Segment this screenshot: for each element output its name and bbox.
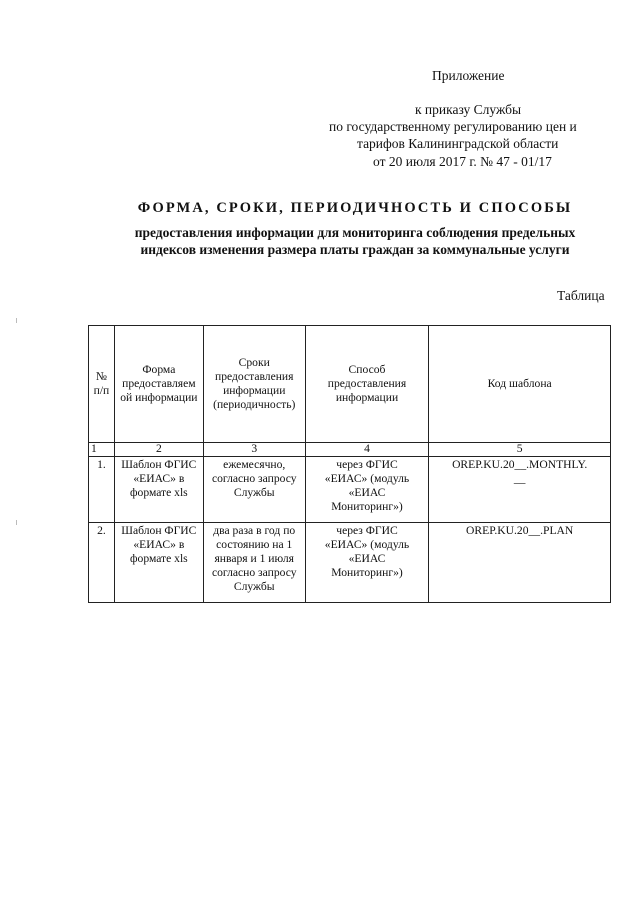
header-code: Код шаблона xyxy=(429,326,611,443)
table-row xyxy=(89,523,611,603)
appendix-service-line: по государственному регулированию цен и xyxy=(329,119,577,134)
appendix-order-line: к приказу Службы xyxy=(415,102,522,117)
info-table xyxy=(88,325,611,603)
row-method: через ФГИС «ЕИАС» (модуль «ЕИАС Мониторинг») xyxy=(305,457,429,523)
row-terms: два раза в год по состоянию на 1 января и 1 июля согласно запросу Службы xyxy=(203,523,305,603)
column-number: 5 xyxy=(429,443,611,457)
row-num: 1. xyxy=(89,457,115,523)
appendix-title: Приложение xyxy=(432,68,505,83)
row-method: через ФГИС «ЕИАС» (модуль «ЕИАС Мониторинг») xyxy=(305,523,429,603)
header-form: Форма предоставляем ой информации xyxy=(114,326,203,443)
appendix-region-line: тарифов Калининградской области xyxy=(357,136,559,151)
column-number-row xyxy=(89,443,611,457)
header-num: № п/п xyxy=(89,326,115,443)
row-num: 2. xyxy=(89,523,115,603)
row-form: Шаблон ФГИС «ЕИАС» в формате xls xyxy=(114,523,203,603)
scan-mark xyxy=(16,520,17,525)
document-subtitle-line1: предоставления информации для мониторинга соблюдения предельных xyxy=(134,225,576,240)
column-number: 2 xyxy=(114,443,203,457)
scan-mark xyxy=(16,318,17,323)
column-number: 1 xyxy=(89,443,115,457)
row-code: OREP.KU.20__.MONTHLY. __ xyxy=(429,457,611,523)
column-number: 4 xyxy=(305,443,429,457)
table-row xyxy=(89,457,611,523)
table-label: Таблица xyxy=(557,288,605,303)
table-header-row xyxy=(89,326,611,443)
row-terms: ежемесячно, согласно запросу Службы xyxy=(203,457,305,523)
row-code: OREP.KU.20__.PLAN xyxy=(429,523,611,603)
row-form: Шаблон ФГИС «ЕИАС» в формате xls xyxy=(114,457,203,523)
appendix-date-line: от 20 июля 2017 г. № 47 - 01/17 xyxy=(373,154,552,169)
header-terms: Сроки предоставления информации (периодичность) xyxy=(203,326,305,443)
document-subtitle-line2: индексов изменения размера платы граждан за коммунальные услуги xyxy=(140,242,570,257)
column-number: 3 xyxy=(203,443,305,457)
document-title: ФОРМА, СРОКИ, ПЕРИОДИЧНОСТЬ И СПОСОБЫ xyxy=(137,200,573,216)
header-method: Способ предоставления информации xyxy=(305,326,429,443)
